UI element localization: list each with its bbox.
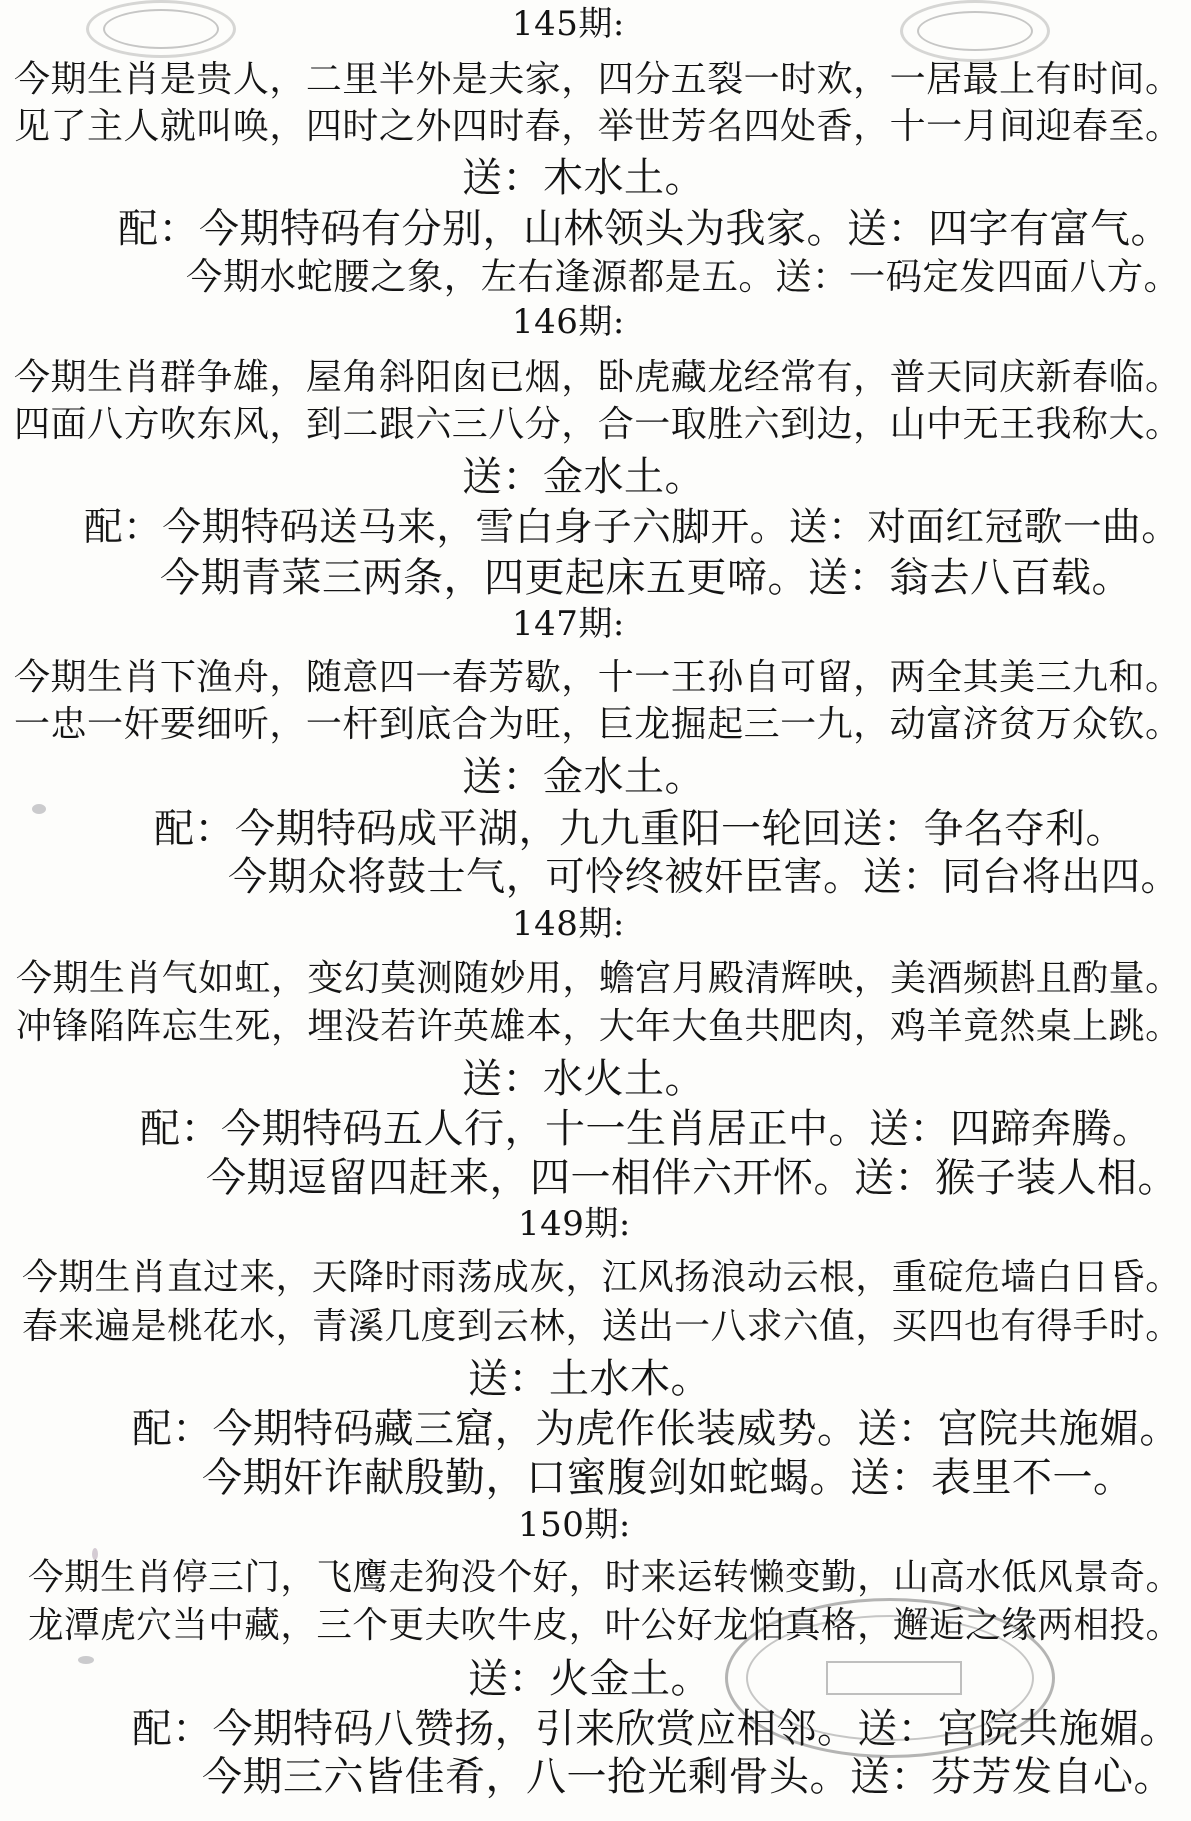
verse-line: 今期生肖是贵人，二里半外是夫家，四分五裂一时欢，一居最上有时间。 [14, 59, 1182, 100]
match-line: 今期青菜三两条，四更起床五更啼。送：翁去八百载。 [160, 555, 1132, 601]
match-line: 配：今期特码藏三窟，为虎作伥装威势。送：宫院共施媚。 [132, 1406, 1180, 1452]
match-line: 配：今期特码八赞扬，引来欣赏应相邻。送：宫院共施媚。 [132, 1706, 1180, 1752]
issue-heading-149: 149期: [518, 1204, 631, 1244]
verse-line: 今期生肖停三门，飞鹰走狗没个好，时来运转懒变勤，山高水低风景奇。 [28, 1557, 1182, 1598]
match-line: 今期逗留四赶来，四一相伴六开怀。送：猴子装人相。 [206, 1155, 1178, 1201]
verse-line: 冲锋陷阵忘生死，埋没若许英雄本，大年大鱼共肥肉，鸡羊竟然桌上跳。 [16, 1006, 1182, 1047]
match-line: 配：今期特码五人行，十一生肖居正中。送：四蹄奔腾。 [140, 1106, 1153, 1152]
verse-line: 春来遍是桃花水，青溪几度到云林，送出一八求六值，买四也有得手时。 [22, 1306, 1182, 1347]
verse-line: 龙潭虎穴当中藏，三个更夫吹牛皮，叶公好龙怕真格，邂逅之缘两相投。 [28, 1605, 1182, 1646]
gift-line: 送：金水土。 [462, 454, 705, 500]
match-line: 今期众将鼓士气，可怜终被奸臣害。送：同台将出四。 [228, 855, 1181, 900]
verse-line: 今期生肖群争雄，屋角斜阳囱已烟，卧虎藏龙经常有，普天同庆新春临。 [14, 357, 1182, 398]
verse-line: 今期生肖直过来，天降时雨荡成灰，江风扬浪动云根，重碇危墙白日昏。 [22, 1257, 1182, 1298]
match-line: 今期水蛇腰之象，左右逢源都是五。送：一码定发四面八方。 [186, 255, 1181, 298]
gift-line: 送：土水木。 [468, 1356, 711, 1402]
match-line: 今期奸诈献殷勤，口蜜腹剑如蛇蝎。送：表里不一。 [202, 1455, 1134, 1501]
verse-line: 见了主人就叫唤，四时之外四时春，举世芳名四处香，十一月间迎春至。 [14, 106, 1182, 147]
ink-smudge [78, 1656, 94, 1664]
verse-line: 四面八方吹东风，到二跟六三八分，合一取胜六到边，山中无王我称大。 [14, 404, 1182, 445]
gift-line: 送：火金土。 [468, 1656, 711, 1702]
match-line: 配：今期特码成平湖，九九重阳一轮回送：争名夺利。 [154, 806, 1126, 852]
stamp-seal-top-left [86, 0, 236, 58]
stamp-seal-top-right [900, 0, 1050, 62]
issue-heading-146: 146期: [512, 302, 625, 342]
issue-heading-147: 147期: [512, 604, 625, 644]
issue-heading-148: 148期: [512, 904, 625, 944]
issue-heading-150: 150期: [518, 1505, 631, 1545]
ink-smudge [32, 804, 46, 814]
verse-line: 今期生肖下渔舟，随意四一春芳歇，十一王孙自可留，两全其美三九和。 [14, 657, 1182, 698]
match-line: 配：今期特码有分别，山林领头为我家。送：四字有富气。 [118, 206, 1171, 252]
verse-line: 今期生肖气如虹，变幻莫测随妙用，蟾宫月殿清辉映，美酒频斟且酌量。 [16, 958, 1182, 999]
match-line: 配：今期特码送马来，雪白身子六脚开。送：对面红冠歌一曲。 [84, 505, 1181, 550]
issue-heading-145: 145期: [512, 4, 625, 44]
gift-line: 送：木水土。 [462, 155, 705, 201]
verse-line: 一忠一奸要细听，一杆到底合为旺，巨龙掘起三一九，动富济贫万众钦。 [14, 704, 1182, 745]
gift-line: 送：水火土。 [462, 1056, 705, 1102]
gift-line: 送：金水土。 [462, 754, 705, 800]
match-line: 今期三六皆佳肴，八一抢光剩骨头。送：芬芳发自心。 [202, 1754, 1174, 1800]
